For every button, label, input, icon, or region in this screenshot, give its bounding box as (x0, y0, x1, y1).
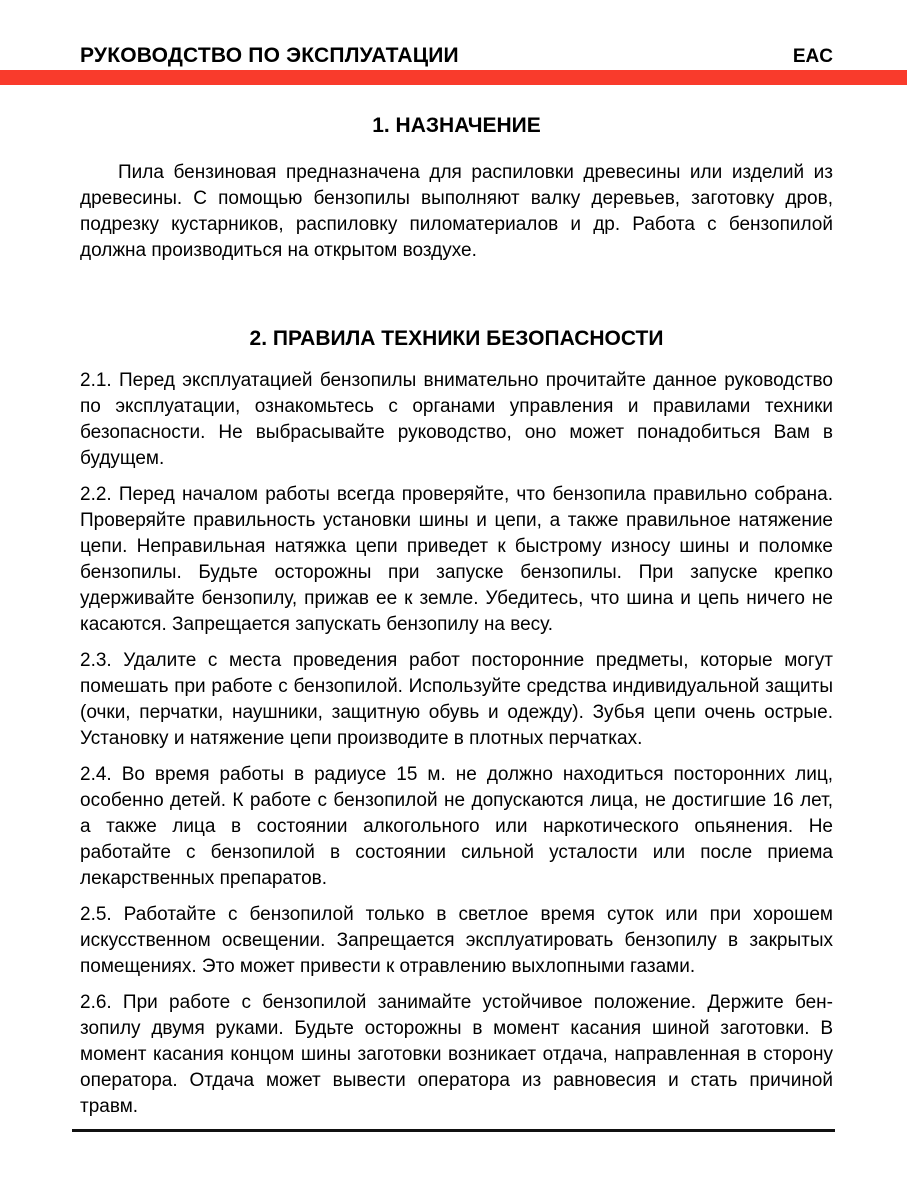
document-body (0, 113, 907, 1120)
section-heading: 1. НАЗНАЧЕНИЕ (372, 114, 541, 137)
paragraph: 2.6. При работе с бензопилой занимайте устойчивое положение. Держите бензопилу двумя руками. Будьте осторожны в момент касания шиной заготовки. В момент касания концом шины заготовки возникает отдача, направленная в сторону оператора. Отдача может вывести оператора из равновесия и стать причиной травм. (80, 992, 833, 1117)
header-title: РУКОВОДСТВО ПО ЭКСПЛУАТАЦИИ (80, 44, 459, 67)
paragraph: 2.3. Удалите с места проведения работ посторонние предметы, которые могут помешать при работе с бензопилой. Используйте средства индивидуальной защиты (очки, перчатки, наушники, защитную обувь и одежду). Зубья цепи очень острые. Установку и натяжение цепи производите в плотных перчатках. (80, 650, 833, 749)
footer-rule (72, 1129, 835, 1132)
paragraph: 2.5. Работайте с бензопилой только в светлое время суток или при хорошем искусственном освещении. Запрещается эксплуатировать бензопилу в закрытых помещениях. Это может привести к отравлению выхлопными газами. (80, 904, 833, 977)
paragraph: 2.1. Перед эксплуатацией бензопилы внимательно прочитайте данное руководство по эксплуатации, ознакомьтесь с органами управления и правилами техники безопасности. Не выбрасывайте руководство, оно может понадобиться Вам в будущем. (80, 370, 833, 469)
paragraph: Пила бензиновая предназначена для распиловки древесины или изделий из древесины. С помощью бензопилы выполняют валку деревьев, заготовку дров, подрезку кустарников, распиловку пиломатериалов и др. Работа с бензопилой должна производиться на открытом воздухе. (80, 162, 833, 261)
section-heading: 2. ПРАВИЛА ТЕХНИКИ БЕЗОПАСНОСТИ (249, 327, 664, 350)
accent-bar (0, 70, 907, 85)
page-header (0, 0, 907, 70)
paragraph: 2.2. Перед началом работы всегда проверяйте, что бензопила правильно собрана. Проверяйте правильность установки шины и цепи, а также правильное натяжение цепи. Неправильная натяжка цепи приведет к быстрому износу шины и поломке бензопилы. Будьте осторожны при запуске бензопилы. При запуске крепко удерживайте бензопилу, прижав ее к земле. Убедитесь, что шина и цепь ничего не касаются. Запрещается запускать бензопилу на весу. (80, 484, 833, 635)
paragraph: 2.4. Во время работы в радиусе 15 м. не должно находиться посторонних лиц, особенно детей. К работе с бензопилой не допускаются лица, не достигшие 16 лет, а также лица в состоянии алкогольного или наркотического опьянения. Не работайте с бензопилой в состоянии сильной усталости или после приема лекарственных препаратов. (80, 764, 833, 889)
eac-mark: EAC (792, 46, 833, 67)
